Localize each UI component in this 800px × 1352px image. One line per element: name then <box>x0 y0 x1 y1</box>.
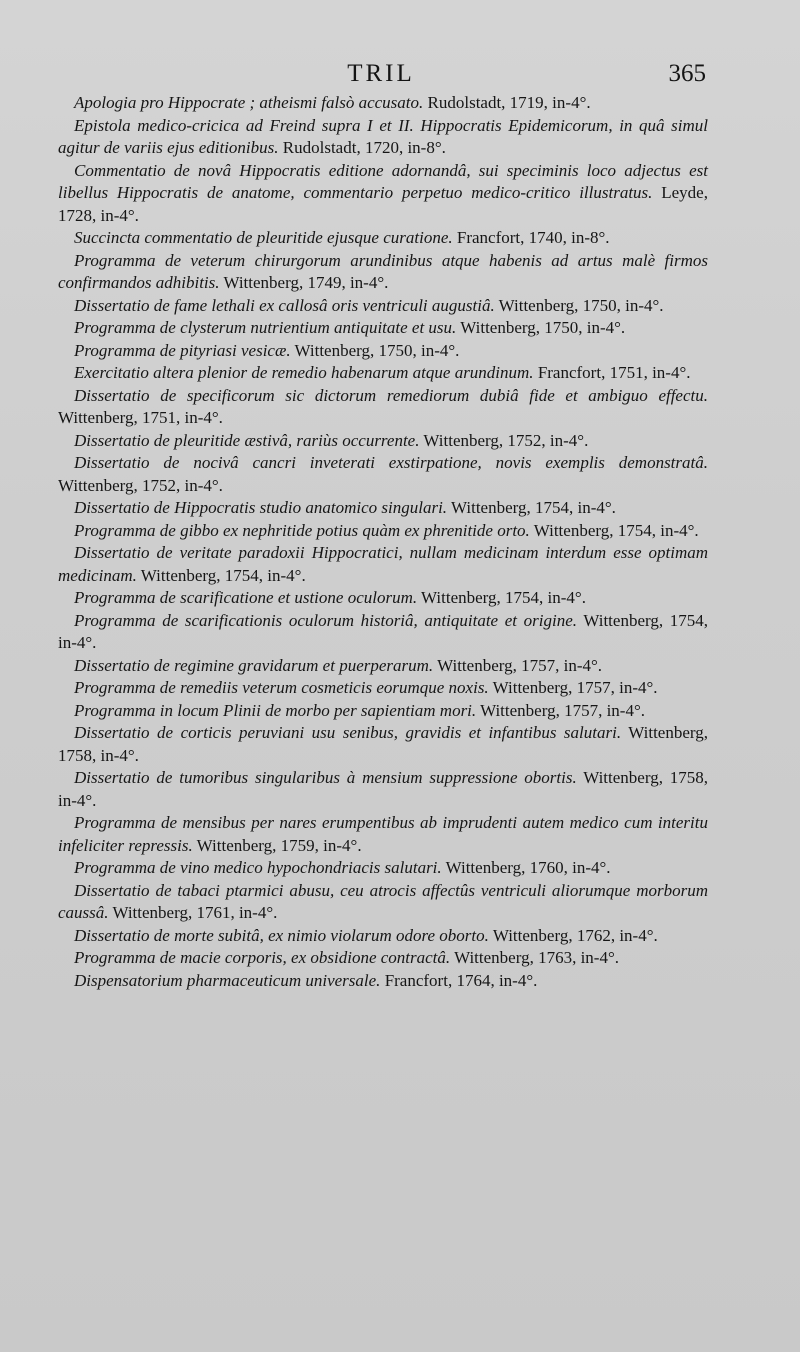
entry-title: Programma de macie corporis, ex obsidione contractâ. <box>74 948 451 967</box>
entry-publication: Wittenberg, 1757, in-4°. <box>488 678 658 697</box>
entry-publication: Wittenberg, 1758, in-4°. <box>58 768 708 810</box>
entry-title: Dissertatio de specificorum sic dictorum remediorum dubiâ fide et ambiguo effectu. <box>74 385 708 405</box>
bibliography-entry <box>58 227 708 250</box>
bibliography-entry <box>58 92 708 115</box>
bibliography-entry <box>58 362 708 385</box>
entry-title: Dissertatio de fame lethali ex callosâ oris ventriculi augustiâ. <box>74 295 495 315</box>
bibliography-entry <box>58 452 708 497</box>
running-head <box>56 56 706 96</box>
entry-publication: Wittenberg, 1754, in-4°. <box>136 565 306 585</box>
bibliography-entry <box>58 385 708 430</box>
entry-publication: Wittenberg, 1754, in-4°. <box>447 498 616 517</box>
entry-publication: Leyde, 1728, in-4°. <box>58 183 708 225</box>
entry-publication: Wittenberg, 1750, in-4°. <box>456 318 626 337</box>
entry-title: Programma de vino medico hypochondriacis salutari. <box>74 858 442 877</box>
bibliography-entry <box>58 295 708 318</box>
bibliography-entry <box>58 880 708 925</box>
entry-publication: Rudolstadt, 1719, in-4°. <box>423 93 591 112</box>
entry-publication: Wittenberg, 1758, in-4°. <box>58 723 708 765</box>
entry-title: Programma de clysterum nutrientium antiquitate et usu. <box>74 318 457 337</box>
bibliography-entry <box>58 430 708 453</box>
entry-title: Programma in locum Plinii de morbo per sapientiam mori. <box>74 700 477 720</box>
entry-publication: Rudolstadt, 1720, in-8°. <box>278 138 446 157</box>
entry-publication: Wittenberg, 1761, in-4°. <box>108 903 278 922</box>
entry-title: Dissertatio de tumoribus singularibus à mensium suppressione obortis. <box>74 768 577 787</box>
entry-title: Succincta commentatio de pleuritide ejusque curatione. <box>74 228 453 247</box>
entry-publication: Wittenberg, 1763, in-4°. <box>450 948 620 967</box>
bibliography-entry <box>58 610 708 655</box>
bibliography-list <box>58 92 708 992</box>
entry-publication: Wittenberg, 1749, in-4°. <box>219 273 389 292</box>
bibliography-entry <box>58 340 708 363</box>
bibliography-entry <box>58 520 708 543</box>
bibliography-entry <box>58 677 708 700</box>
entry-title: Epistola medico-cricica ad Freind supra I et II. Hippocratis Epidemicorum, in quâ simul agitur de variis ejus editionibus. <box>58 115 708 157</box>
entry-publication: Wittenberg, 1750, in-4°. <box>290 340 460 360</box>
entry-publication: Wittenberg, 1754, in-4°. <box>58 610 709 652</box>
entry-publication: Wittenberg, 1751, in-4°. <box>58 408 223 427</box>
entry-publication: Wittenberg, 1762, in-4°. <box>488 925 658 945</box>
entry-publication: Wittenberg, 1757, in-4°. <box>433 655 603 675</box>
entry-title: Dissertatio de corticis peruviani usu senibus, gravidis et infantibus salutari. <box>74 723 622 742</box>
bibliography-entry <box>58 497 708 520</box>
bibliography-entry <box>58 250 708 295</box>
entry-title: Exercitatio altera plenior de remedio habenarum atque arundinum. <box>74 363 534 382</box>
entry-title: Programma de remediis veterum cosmeticis eorumque noxis. <box>74 678 489 697</box>
page-number: 365 <box>668 60 706 87</box>
entry-title: Dissertatio de pleuritide æstivâ, rariùs occurrente. <box>74 430 420 450</box>
entry-title: Dissertatio de tabaci ptarmici abusu, ceu atrocis affectûs ventriculi aliorumque morborum caussâ. <box>58 880 708 922</box>
bibliography-entry <box>58 767 708 812</box>
entry-publication: Wittenberg, 1757, in-4°. <box>476 700 646 720</box>
entry-publication: Wittenberg, 1754, in-4°. <box>417 588 586 607</box>
entry-publication: Wittenberg, 1752, in-4°. <box>58 475 223 495</box>
entry-title: Dissertatio de Hippocratis studio anatomico singulari. <box>74 498 448 517</box>
bibliography-entry <box>58 700 708 723</box>
bibliography-entry <box>58 925 708 948</box>
entry-title: Apologia pro Hippocrate ; atheismi falsò accusato. <box>74 93 424 112</box>
running-title: TRIL <box>347 60 415 87</box>
bibliography-entry <box>58 970 708 993</box>
entry-title: Dissertatio de morte subitâ, ex nimio violarum odore oborto. <box>74 925 489 945</box>
entry-publication: Wittenberg, 1754, in-4°. <box>529 520 699 540</box>
entry-title: Dissertatio de nocivâ cancri inveterati exstirpatione, novis exemplis demonstratâ. <box>74 453 708 472</box>
entry-title: Programma de veterum chirurgorum arundinibus atque habenis ad artus malè firmos confirmandos adhibitis. <box>58 250 708 292</box>
entry-title: Programma de scarificationis oculorum historiâ, antiquitate et origine. <box>74 610 578 630</box>
entry-publication: Wittenberg, 1750, in-4°. <box>494 295 664 315</box>
bibliography-entry <box>58 947 708 970</box>
bibliography-entry <box>58 317 708 340</box>
bibliography-entry <box>58 722 708 767</box>
bibliography-entry <box>58 115 708 160</box>
entry-title: Dissertatio de veritate paradoxii Hippocratici, nullam medicinam interdum esse optimam medicinam. <box>58 543 708 585</box>
entry-publication: Wittenberg, 1752, in-4°. <box>419 430 589 450</box>
bibliography-entry <box>58 587 708 610</box>
entry-publication: Francfort, 1740, in-8°. <box>452 228 610 247</box>
entry-title: Dispensatorium pharmaceuticum universale. <box>74 970 381 990</box>
bibliography-entry <box>58 655 708 678</box>
bibliography-entry <box>58 160 708 228</box>
bibliography-entry <box>58 542 708 587</box>
entry-title: Commentatio de novâ Hippocratis editione adornandâ, sui speciminis loco adjectus est libellus Hippocratis de anatome, commentario perpetuo medico-critico illustratus. <box>58 160 708 202</box>
entry-title: Programma de scarificatione et ustione oculorum. <box>74 588 418 607</box>
entry-title: Programma de pityriasi vesicæ. <box>74 340 291 360</box>
entry-title: Programma de gibbo ex nephritide potius quàm ex phrenitide orto. <box>74 520 530 540</box>
entry-title: Programma de mensibus per nares erumpentibus ab imprudenti autem medico cum interitu infeliciter repressis. <box>58 813 708 855</box>
entry-title: Dissertatio de regimine gravidarum et puerperarum. <box>74 655 434 675</box>
bibliography-entry <box>58 857 708 880</box>
entry-publication: Wittenberg, 1760, in-4°. <box>441 858 611 877</box>
bibliography-entry <box>58 812 708 857</box>
entry-publication: Francfort, 1751, in-4°. <box>533 363 691 382</box>
entry-publication: Wittenberg, 1759, in-4°. <box>192 835 362 855</box>
entry-publication: Francfort, 1764, in-4°. <box>380 970 538 990</box>
